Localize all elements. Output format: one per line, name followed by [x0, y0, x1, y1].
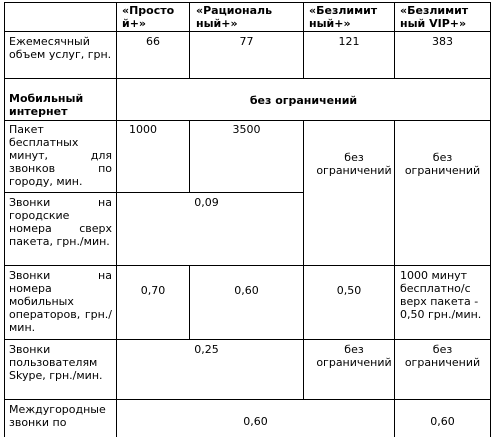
grid-line: [490, 2, 491, 437]
grid-line: [4, 265, 491, 266]
row-label-monthly: Ежемесячный объем услуг, грн.: [9, 35, 112, 61]
skype-value-bezlimitny: без ограничений: [316, 343, 392, 369]
grid-line: [4, 2, 491, 3]
grid-line: [4, 120, 491, 121]
grid-line: [4, 339, 491, 340]
intercity-value-vip: 0,60: [430, 415, 455, 428]
row-label-package: Пакет бесплатных минут, для звонков по городу, мин.: [9, 123, 112, 188]
grid-line: [4, 2, 5, 437]
mobile-calls-value-vip: 1000 минут бесплатно/с верх пакета - 0,50 грн./мин.: [400, 269, 482, 321]
monthly-value-bezlimitny: 121: [338, 35, 360, 48]
row-label-mobile-calls: Звонки на номера мобильных операторов, грн./мин.: [9, 269, 112, 334]
package-value-prostoy: 1000: [129, 123, 157, 136]
row-label-city-calls: Звонки на городские номера сверх пакета, грн./мин.: [9, 196, 112, 248]
grid-line: [189, 265, 190, 339]
monthly-value-vip: 383: [432, 35, 453, 48]
package-value-racionalny: 3500: [232, 123, 261, 136]
header-plan-bezlimitny-vip: «Безлимит ный VIP+»: [400, 4, 469, 30]
grid-line: [4, 399, 491, 400]
row-label-internet: Мобильный интернет: [9, 92, 84, 118]
header-plan-bezlimitny: «Безлимит ный+»: [309, 4, 378, 30]
grid-line: [4, 31, 491, 32]
monthly-value-racionalny: 77: [239, 35, 254, 48]
header-plan-racionalny: «Рациональ ный+»: [196, 4, 273, 30]
monthly-value-prostoy: 66: [146, 35, 160, 48]
mobile-calls-value-prostoy: 0,70: [140, 284, 166, 297]
intercity-value-shared: 0,60: [243, 415, 268, 428]
mobile-calls-value-racionalny: 0,60: [234, 284, 259, 297]
grid-line: [4, 78, 491, 79]
package-value-bezlimitny: без ограничений: [316, 151, 392, 177]
mobile-calls-value-bezlimitny: 0,50: [336, 284, 362, 297]
header-plan-prostoy: «Просто й+»: [122, 4, 175, 30]
skype-value-shared: 0,25: [194, 343, 219, 356]
package-value-vip: без ограничений: [404, 151, 481, 177]
row-label-intercity: Междугородные звонки по: [9, 403, 106, 429]
grid-line: [303, 120, 304, 399]
city-calls-value: 0,09: [194, 196, 219, 209]
grid-line: [116, 2, 117, 437]
row-label-skype: Звонки пользователям Skype, грн./мин.: [9, 343, 103, 382]
skype-value-vip: без ограничений: [404, 343, 481, 369]
grid-line: [4, 192, 303, 193]
internet-value: без ограничений: [249, 94, 358, 107]
